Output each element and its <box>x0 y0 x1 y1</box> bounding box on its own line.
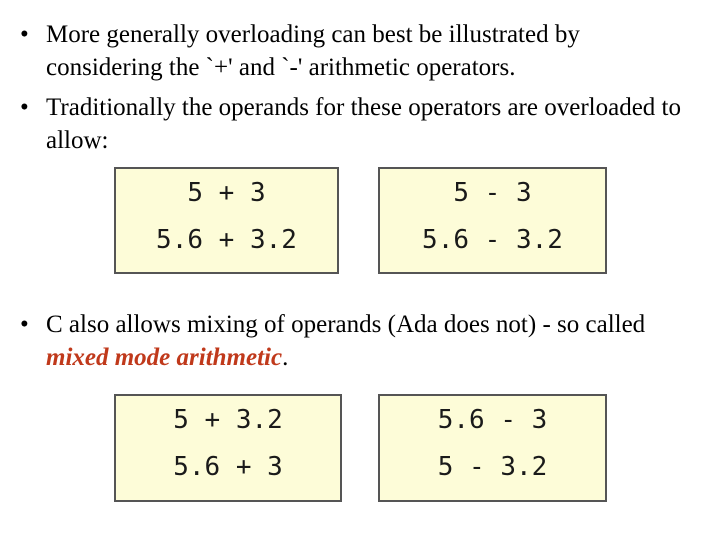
bullet-text <box>46 308 700 374</box>
bullet-text: Traditionally the operands for these operators are overloaded to allow: <box>46 94 681 154</box>
code-box-traditional-sub <box>378 167 607 274</box>
code-box-traditional-add <box>114 167 339 274</box>
code-box-mixed-sub <box>378 394 607 502</box>
bullet-text-after: . <box>282 344 289 371</box>
mixed-mode-arithmetic-term: mixed mode arithmetic <box>46 344 283 371</box>
bullet-traditional-operands <box>20 91 700 157</box>
bullet-marker: • <box>20 311 29 338</box>
code-line: 5 - 3 <box>453 178 532 208</box>
bullet-marker: • <box>20 94 29 121</box>
code-line: 5 + 3.2 <box>173 405 283 435</box>
bullet-text-before: C also allows mixing of operands (Ada does not) - so called <box>46 311 646 338</box>
code-line: 5 - 3.2 <box>437 452 548 482</box>
code-line: 5.6 - 3.2 <box>422 225 563 255</box>
code-line: 5.6 + 3 <box>173 452 283 482</box>
code-line: 5 + 3 <box>187 178 266 208</box>
bullet-marker: • <box>20 21 29 48</box>
bullet-overloading-intro <box>20 18 700 84</box>
bullet-mixed-mode <box>20 308 700 374</box>
code-line: 5.6 + 3.2 <box>156 225 297 255</box>
code-line: 5.6 - 3 <box>437 405 548 435</box>
code-box-mixed-add <box>114 394 342 502</box>
bullet-text: More generally overloading can best be illustrated by considering the `+' and `-' arithmetic operators. <box>46 21 580 81</box>
